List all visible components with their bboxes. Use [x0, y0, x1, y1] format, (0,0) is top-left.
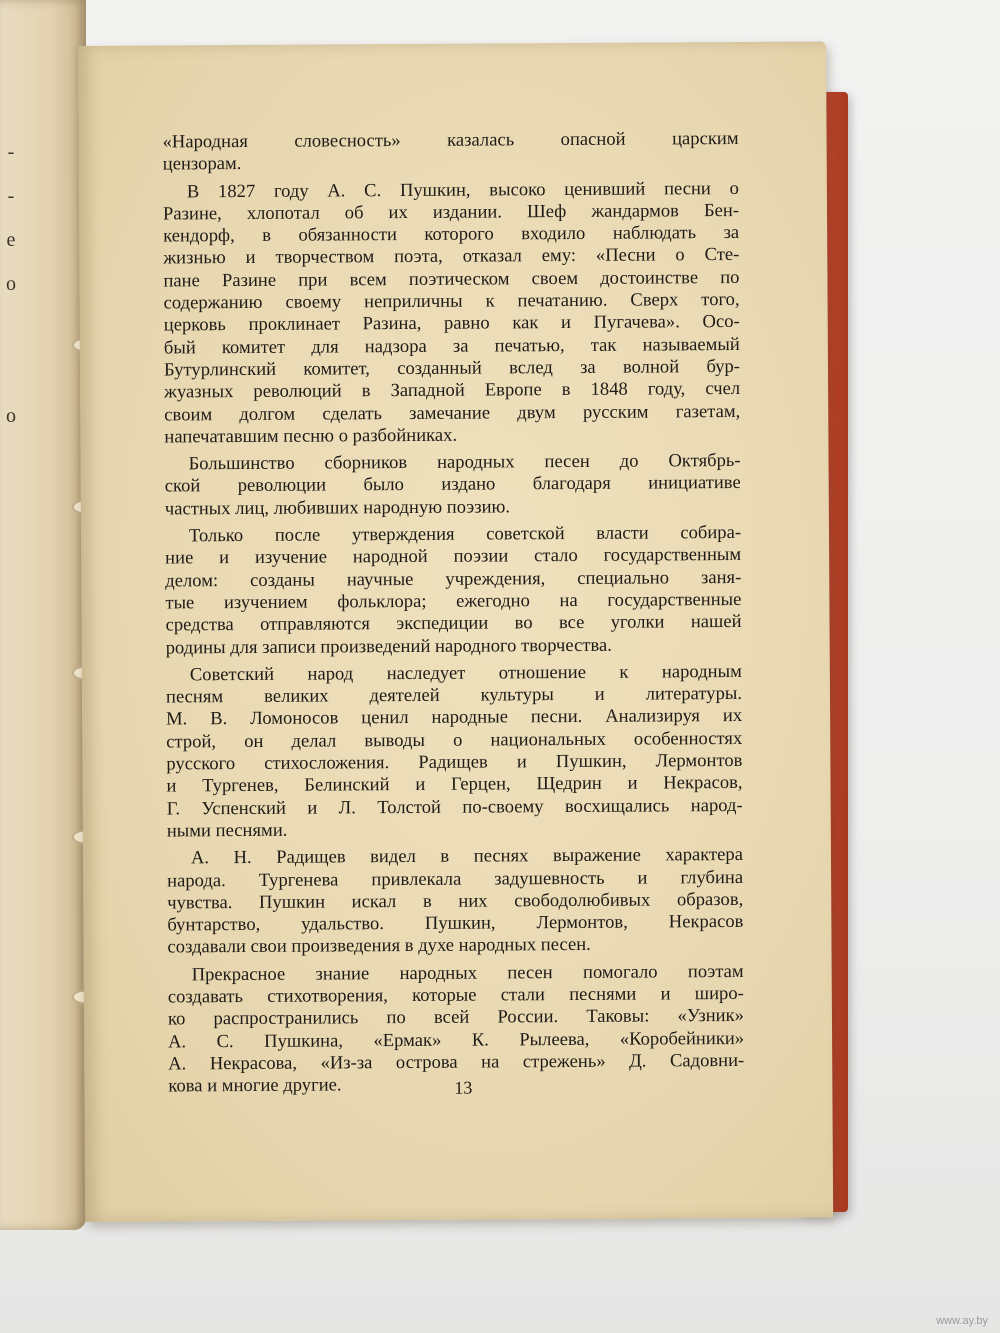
text-line: цензорам.	[162, 153, 242, 175]
left-page-text-fragments	[4, 130, 18, 438]
text-line: Только после утверждения советской власти собира-	[188, 522, 742, 547]
paragraph	[164, 450, 740, 520]
left-page-mark: -	[7, 141, 15, 163]
text-line: содержанию своему неприличны к печатанию. Сверх того,	[163, 289, 740, 314]
text-line: создавали свои произведения в духе народных песен.	[167, 934, 591, 958]
text-line: частных лиц, любивших народную поэзию.	[164, 496, 511, 520]
text-line: ко распространились по всей России. Таковы: «Узник»	[167, 1005, 745, 1030]
text-line: родины для записи произведений народного творчества.	[165, 634, 612, 659]
text-line: А. С. Пушкина, «Ермак» К. Рылеева, «Коробейники»	[168, 1027, 745, 1053]
text-line: А. Н. Радищев видел в песнях выражение характера	[190, 844, 744, 869]
text-line: ными песнями.	[166, 819, 288, 842]
body-text	[163, 128, 745, 1103]
text-line: В 1827 году А. С. Пушкин, высоко ценивший песни о	[186, 177, 739, 202]
text-line: напечатавшим песню о разбойниках.	[164, 424, 458, 448]
text-line: песням великих деятелей культуры и литературы.	[165, 683, 743, 708]
text-line: М. В. Ломоносов ценил народные песни. Анализируя их	[166, 705, 743, 730]
text-line: жизнью и творчеством поэта, отказал ему: «Песни о Сте-	[163, 244, 740, 269]
paragraph	[166, 661, 743, 843]
paragraph	[163, 178, 741, 449]
left-page-mark: o	[6, 273, 16, 295]
left-page-mark: -	[7, 185, 15, 207]
text-line: тые изучением фольклора; ежегодно на государственные	[165, 588, 742, 614]
page-number: 13	[454, 1077, 473, 1098]
text-line: ской революции было издано благодаря инициативе	[164, 472, 741, 497]
text-line: русского стихосложения. Радищев и Пушкин, Лермонтов	[166, 749, 743, 775]
text-line: пане Разине при всем поэтическом своем достоинстве по	[163, 266, 740, 292]
paragraph	[163, 128, 739, 176]
text-line: Советский народ наследует отношение к народным	[189, 660, 742, 686]
watermark: www.ay.by	[936, 1315, 988, 1327]
text-line: создавать стихотворения, которые стали песнями и широ-	[167, 982, 744, 1008]
paragraph	[165, 522, 742, 659]
text-line: А. Некрасова, «Из-за острова на стрежень» Д. Садовни-	[168, 1049, 745, 1075]
text-line: делом: созданы научные учреждения, специально заня-	[165, 566, 742, 592]
text-line: жуазных революций в Западной Европе в 1848 году, счел	[164, 378, 741, 403]
text-line: церковь проклинает Разина, равно как и Пугачева». Осо-	[163, 311, 740, 336]
text-line: Бутурлинский комитет, созданный вслед за волной бур-	[163, 355, 741, 381]
text-line: бый комитет для надзора за печатью, так называемый	[163, 333, 740, 359]
text-line: ние и изучение народной поэзии стало государственным	[165, 544, 742, 569]
text-line: «Народная словесность» казалась опасной царским	[162, 127, 739, 153]
text-line: кендорф, в обязанности которого входило наблюдать за	[163, 222, 740, 247]
left-page-mark: e	[6, 229, 16, 251]
left-page-edge	[0, 0, 86, 1230]
text-line: кова и многие другие.	[168, 1074, 342, 1097]
text-line: Прекрасное знание народных песен помогало поэтам	[191, 960, 744, 986]
left-page-mark: o	[6, 405, 16, 427]
text-line: и Тургенев, Белинский и Герцен, Щедрин и Некрасов,	[166, 772, 743, 797]
text-line: Разине, хлопотал об их издании. Шеф жандармов Бен-	[162, 199, 740, 225]
book-page	[78, 41, 833, 1222]
text-line: средства отправляются экспедиции во все уголки нашей	[165, 611, 742, 636]
text-line: народа. Тургенева привлекала задушевность и глубина	[167, 866, 744, 891]
text-line: строй, он делал выводы о национальных особенностях	[166, 727, 743, 753]
left-page-mark	[4, 350, 18, 394]
paragraph	[167, 844, 744, 959]
left-page-mark	[4, 306, 18, 350]
text-line: бунтарство, удальство. Пушкин, Лермонтов, Некрасов	[167, 911, 744, 936]
text-line: Г. Успенский и Л. Толстой по-своему восхищались народ-	[166, 794, 743, 820]
text-line: Большинство сборников народных песен до Октябрь-	[188, 450, 741, 475]
text-line: чувства. Пушкин искал в них свободолюбивых образов,	[167, 888, 744, 914]
text-line: своим долгом сделать замечание двум русским газетам,	[164, 400, 741, 426]
